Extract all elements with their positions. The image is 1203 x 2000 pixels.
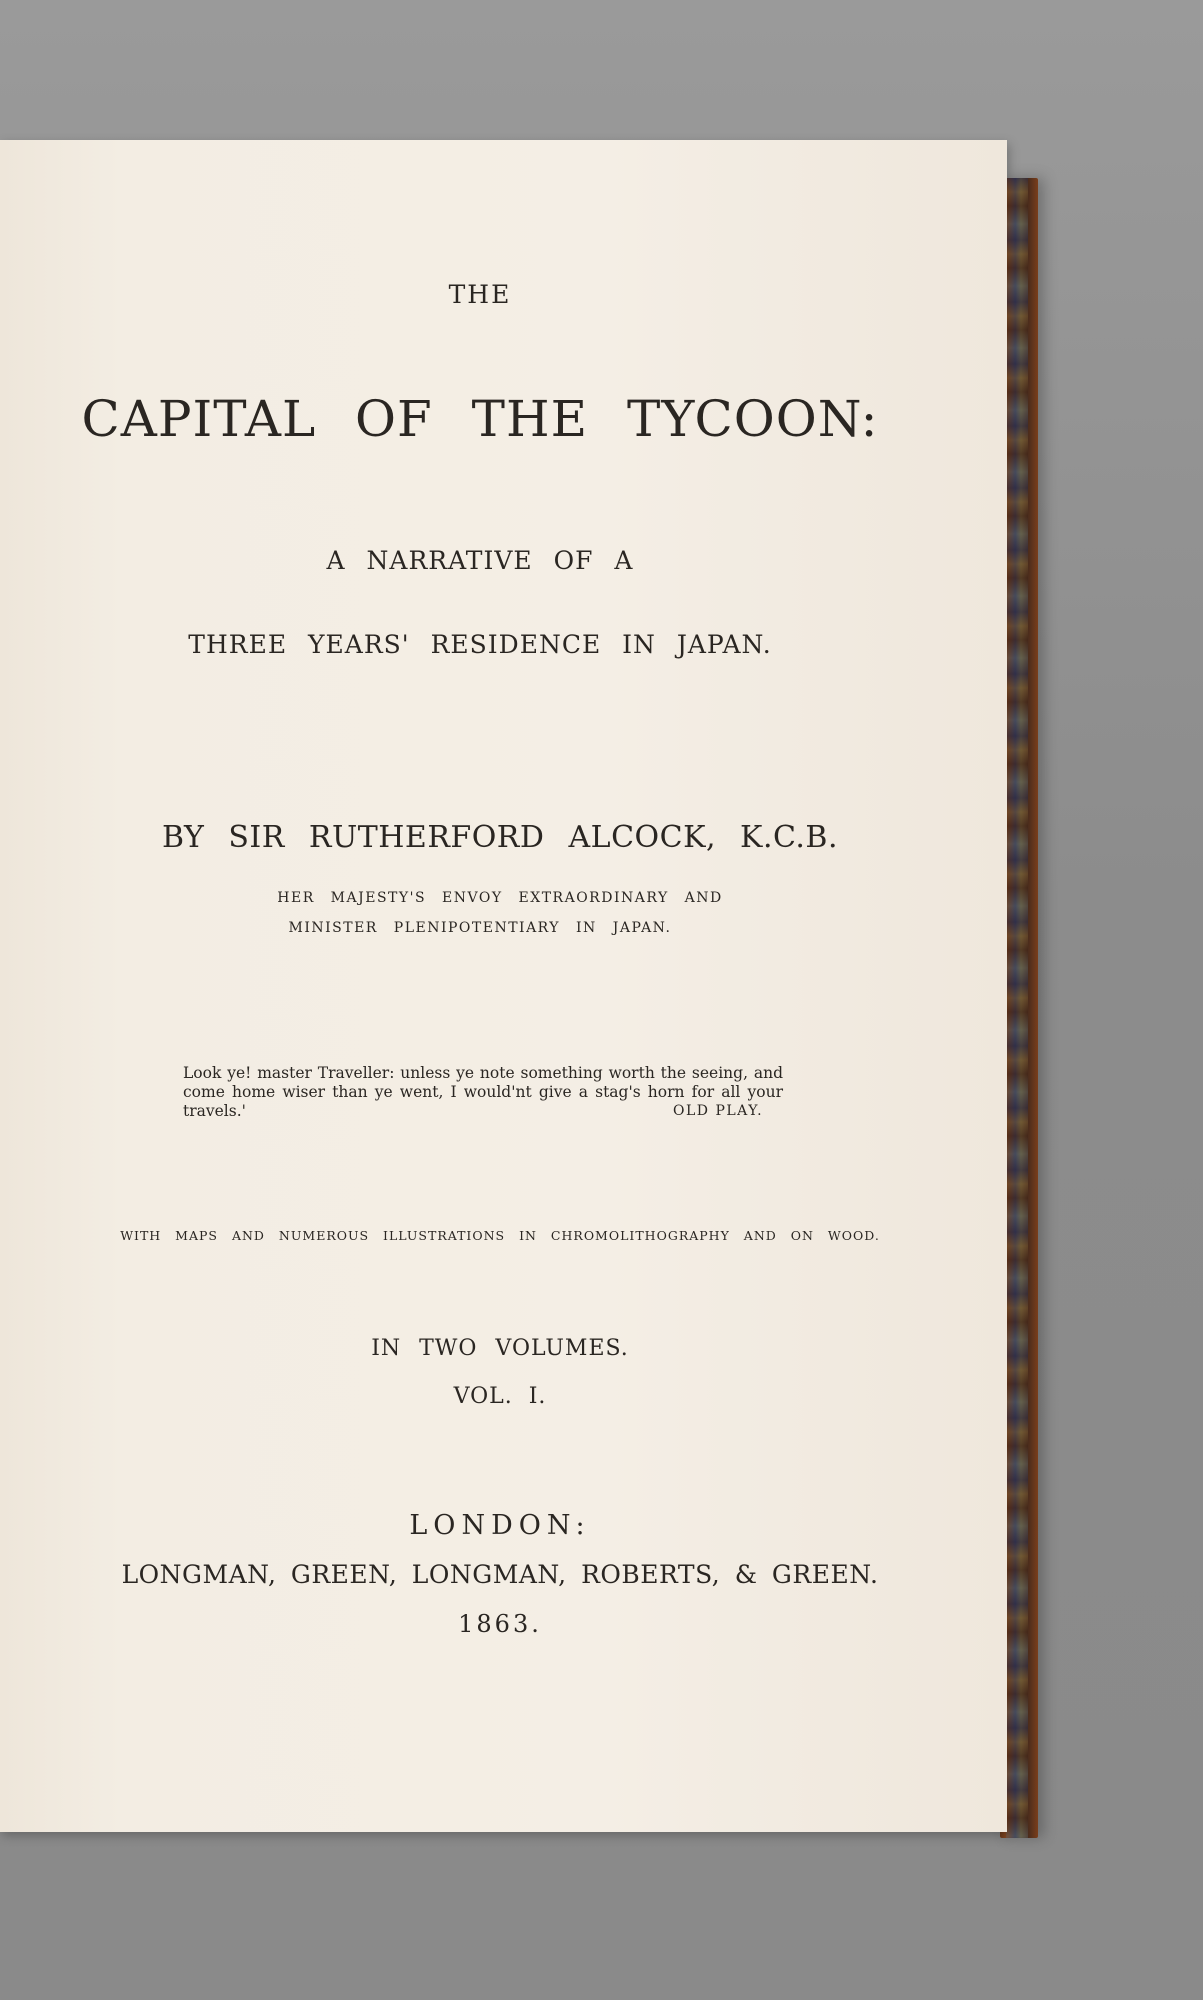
title-article: THE [448, 280, 512, 309]
epigraph-attribution: OLD PLAY. [673, 1103, 764, 1119]
book-title: CAPITAL OF THE TYCOON: [81, 390, 879, 448]
author-office-line-1: HER MAJESTY'S ENVOY EXTRAORDINARY AND [277, 890, 723, 906]
epigraph-text: Look ye! master Traveller: unless ye note something worth the seeing, and come home wiser than ye went, I would'nt give a stag's horn for all your travels.' [183, 1064, 783, 1120]
publication-city: LONDON: [409, 1510, 591, 1541]
subtitle-line-1: A NARRATIVE OF A [326, 546, 634, 575]
title-page [0, 140, 1007, 1832]
author-line: BY SIR RUTHERFORD ALCOCK, K.C.B. [161, 820, 839, 855]
author-office-line-2: MINISTER PLENIPOTENTIARY IN JAPAN. [288, 920, 672, 936]
illustrations-note: WITH MAPS AND NUMEROUS ILLUSTRATIONS IN CHROMOLITHOGRAPHY AND ON WOOD. [120, 1228, 880, 1243]
publisher: LONGMAN, GREEN, LONGMAN, ROBERTS, & GREEN. [121, 1560, 879, 1589]
volume-number: VOL. I. [453, 1384, 547, 1409]
publication-year: 1863. [458, 1610, 542, 1638]
epigraph [183, 1064, 783, 1121]
subtitle-line-2: THREE YEARS' RESIDENCE IN JAPAN. [188, 630, 772, 659]
volumes-count: IN TWO VOLUMES. [371, 1336, 629, 1361]
